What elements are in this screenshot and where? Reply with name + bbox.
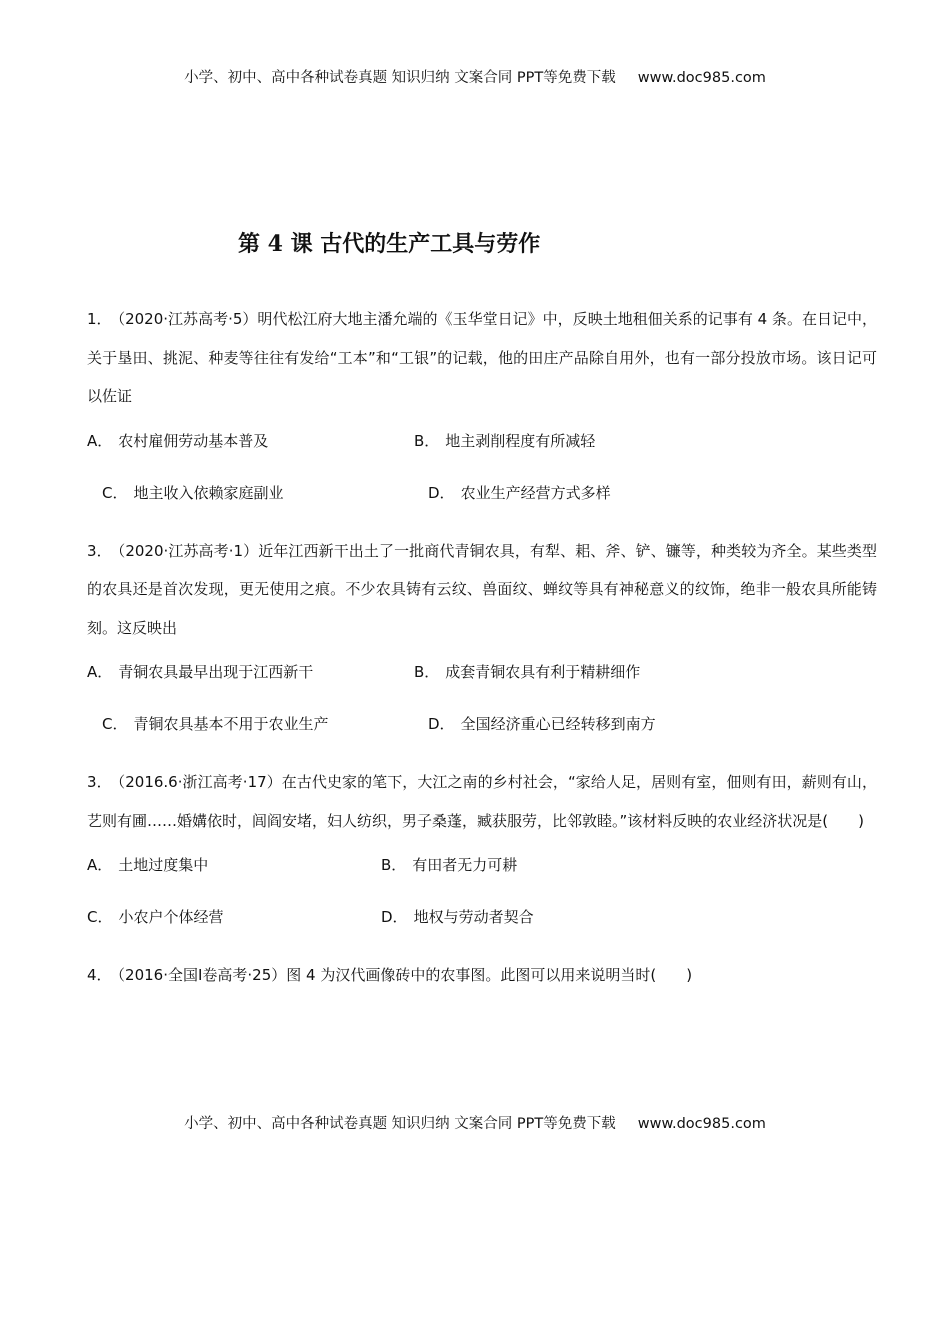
question-number: 3． bbox=[87, 773, 112, 791]
question-2-stem bbox=[87, 532, 877, 648]
footer-site-link[interactable]: www.doc985.com bbox=[637, 1116, 766, 1132]
option-c: C． 青铜农具基本不用于农业生产 bbox=[102, 715, 329, 733]
page-header bbox=[0, 68, 950, 88]
option-b: B． 地主剥削程度有所减轻 bbox=[414, 431, 596, 450]
question-4-stem bbox=[87, 956, 877, 995]
question-1-options-row-2 bbox=[87, 480, 877, 532]
header-site-link[interactable]: www.doc985.com bbox=[637, 70, 766, 86]
question-2-options-row-2 bbox=[87, 711, 877, 763]
question-3-stem bbox=[87, 763, 877, 840]
lesson-title: 第 4 课 古代的生产工具与劳作 bbox=[238, 231, 541, 257]
question-text: （2020·江苏高考·1）近年江西新干出土了一批商代青铜农具，有犁、耜、斧、铲、镰等，种类较为齐全。某些类型的农具还是首次发现，更无使用之痕。不少农具铸有云纹、兽面纹、蝉纹等具有神秘意义的纹饰，绝非一般农具所能铸刻。这反映出 bbox=[87, 541, 877, 637]
page-footer bbox=[0, 1114, 950, 1134]
question-number: 3． bbox=[87, 541, 112, 560]
option-d: D． 农业生产经营方式多样 bbox=[428, 483, 611, 502]
option-c: C． 小农户个体经营 bbox=[87, 908, 224, 926]
question-1-options-row-1 bbox=[87, 428, 877, 480]
option-b: B． 有田者无力可耕 bbox=[381, 856, 518, 874]
question-number: 4． bbox=[87, 966, 112, 984]
footer-text: 小学、初中、高中各种试卷真题 知识归纳 文案合同 PPT等免费下载 bbox=[184, 1116, 616, 1132]
option-a: A． 土地过度集中 bbox=[87, 856, 209, 874]
option-d: D． 全国经济重心已经转移到南方 bbox=[428, 715, 656, 733]
question-2-options-row-1 bbox=[87, 659, 877, 711]
question-3-options-row-1 bbox=[87, 852, 877, 904]
question-text: （2016·全国Ⅰ卷高考·25）图 4 为汉代画像砖中的农事图。此图可以用来说明当时( ) bbox=[117, 966, 693, 984]
option-a: A． 农村雇佣劳动基本普及 bbox=[87, 431, 269, 450]
option-d: D． 地权与劳动者契合 bbox=[381, 908, 534, 926]
header-text: 小学、初中、高中各种试卷真题 知识归纳 文案合同 PPT等免费下载 bbox=[184, 70, 616, 86]
option-a: A． 青铜农具最早出现于江西新干 bbox=[87, 663, 314, 681]
question-3-options-row-2 bbox=[87, 904, 877, 956]
question-number: 1． bbox=[87, 310, 112, 328]
question-text: （2016.6·浙江高考·17）在古代史家的笔下，大江之南的乡村社会，“家给人足，居则有室，佃则有田，薪则有山，艺则有圃……婚媾依时，闾阎安堵，妇人纺织，男子桑蓬，臧获服劳，比邻敦睦。”该材料反映的农业经济状况是( ) bbox=[87, 773, 877, 830]
question-text: （2020·江苏高考·5）明代松江府大地主潘允端的《玉华堂日记》中，反映土地租佃关系的记事有 4 条。在日记中，关于垦田、挑泥、种麦等往往有发给“工本”和“工银”的记载，他的田庄产品除自用外，也有一部分投放市场。该日记可以佐证 bbox=[87, 310, 878, 405]
question-list bbox=[87, 300, 877, 995]
option-c: C． 地主收入依赖家庭副业 bbox=[102, 483, 284, 502]
question-1-stem bbox=[87, 300, 877, 416]
option-b: B． 成套青铜农具有利于精耕细作 bbox=[414, 663, 641, 681]
